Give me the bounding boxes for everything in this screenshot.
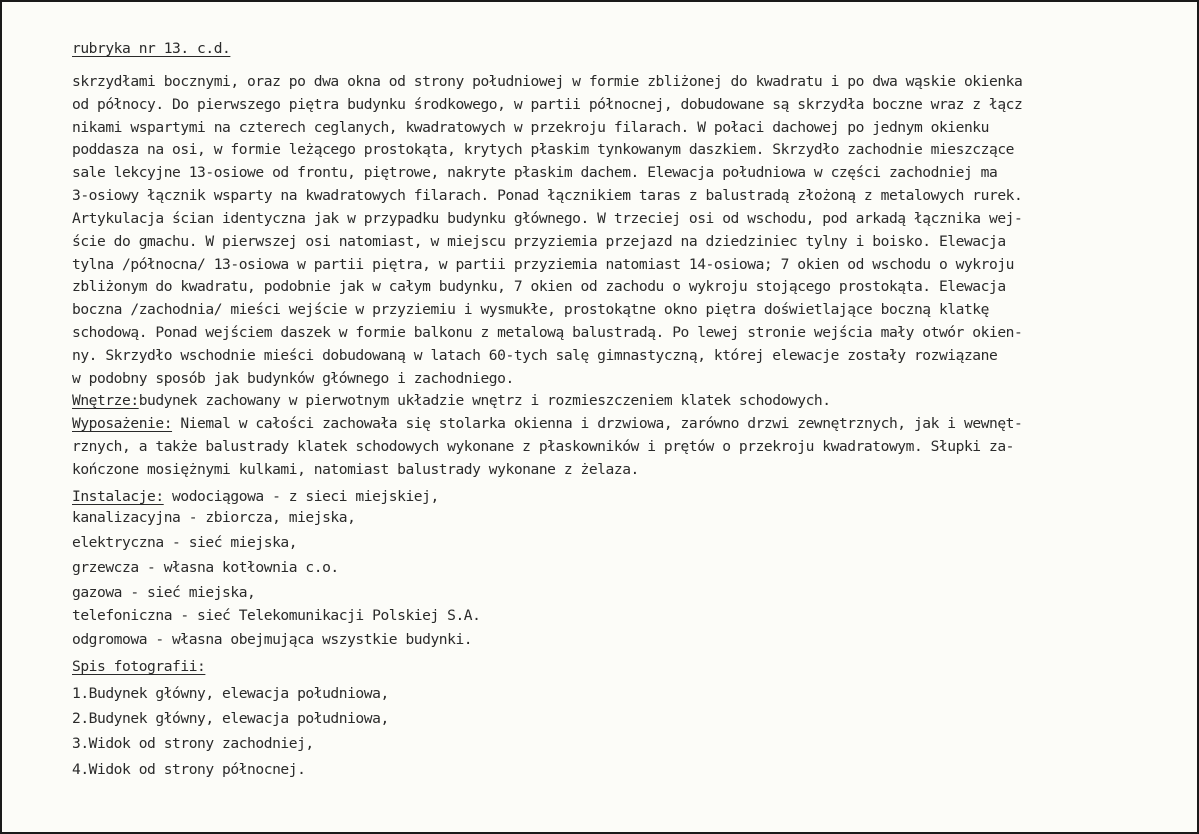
wyposazenie-text: Niemal w całości zachowała się stolarka okienna i drzwiowa, zarówno drzwi zewnętrznych, jak i wewnęt- [172, 415, 1023, 432]
instalacje-item: gazowa - sieć miejska, [72, 584, 256, 601]
wyposazenie-line [72, 415, 1022, 433]
instalacje-item: kanalizacyjna - zbiorcza, miejska, [72, 509, 356, 526]
instalacje-item: odgromowa - własna obejmująca wszystkie budynki. [72, 631, 473, 648]
section-header: rubryka nr 13. c.d. [72, 40, 231, 57]
paragraph-line: od północy. Do pierwszego piętra budynku środkowego, w partii północnej, dobudowane są skrzydła boczne wraz z łącz [72, 96, 1023, 113]
photo-list-item: 3.Widok od strony zachodniej, [72, 735, 314, 752]
instalacje-first: wodociągowa - z sieci miejskiej, [163, 488, 439, 505]
instalacje-item: grzewcza - własna kotłownia c.o. [72, 559, 339, 576]
instalacje-line [72, 488, 439, 506]
photo-list-item: 2.Budynek główny, elewacja południowa, [72, 710, 389, 727]
paragraph-line: sale lekcyjne 13-osiowe od frontu, piętrowe, nakryte płaskim dachem. Elewacja południowa w części zachodniej ma [72, 164, 998, 181]
instalacje-label: Instalacje: [72, 488, 164, 505]
paragraph-line: poddasza na osi, w formie leżącego prostokąta, krytych płaskim tynkowanym daszkiem. Skrzydło zachodnie mieszczące [72, 141, 1014, 158]
paragraph-line: schodową. Ponad wejściem daszek w formie balkonu z metalową balustradą. Po lewej stronie wejścia mały otwór okien- [72, 324, 1023, 341]
paragraph-line: 3-osiowy łącznik wsparty na kwadratowych filarach. Ponad łącznikiem taras z balustradą złożoną z metalowych rurek. [72, 187, 1023, 204]
wnetrze-label: Wnętrze: [72, 392, 139, 409]
paragraph-line: zbliżonym do kwadratu, podobnie jak w całym budynku, 7 okien od zachodu o wykroju stojącego prostokąta. Elewacja [72, 278, 1006, 295]
instalacje-item: elektryczna - sieć miejska, [72, 534, 298, 551]
instalacje-item: telefoniczna - sieć Telekomunikacji Polskiej S.A. [72, 607, 481, 624]
paragraph-line: ny. Skrzydło wschodnie mieści dobudowaną w latach 60-tych salę gimnastyczną, której elewacje zostały rozwiązane [72, 347, 998, 364]
paragraph-line: nikami wspartymi na czterech ceglanych, kwadratowych w przekroju filarach. W połaci dachowej po jednym okienku [72, 119, 989, 136]
wnetrze-text: budynek zachowany w pierwotnym układzie wnętrz i rozmieszczeniem klatek schodowych. [138, 392, 831, 409]
paragraph-line: boczna /zachodnia/ mieści wejście w przyziemiu i wysmukłe, prostokątne okno piętra doświetlające boczną klatkę [72, 301, 989, 318]
wyposazenie-line: kończone mosiężnymi kulkami, natomiast balustrady wykonane z żelaza. [72, 461, 639, 478]
paragraph-line: ście do gmachu. W pierwszej osi natomiast, w miejscu przyziemia przejazd na dziedziniec tylny i boisko. Elewacja [72, 233, 1006, 250]
wyposazenie-label: Wyposażenie: [72, 415, 173, 432]
photo-list-item: 1.Budynek główny, elewacja południowa, [72, 685, 389, 702]
paragraph-line: Artykulacja ścian identyczna jak w przypadku budynku głównego. W trzeciej osi od wschodu, pod arkadą łącznika wej- [72, 210, 1023, 227]
spis-fotografii-label: Spis fotografii: [72, 658, 206, 675]
paragraph-line: tylna /północna/ 13-osiowa w partii piętra, w partii przyziemia natomiast 14-osiowa; 7 okien od wschodu o wykroju [72, 256, 1014, 273]
paragraph-line: skrzydłami bocznymi, oraz po dwa okna od strony południowej w formie zbliżonej do kwadratu i po dwa wąskie okienka [72, 73, 1023, 90]
paragraph-line: w podobny sposób jak budynków głównego i zachodniego. [72, 370, 514, 387]
photo-list-item: 4.Widok od strony północnej. [72, 761, 306, 778]
wnetrze-line [72, 392, 831, 410]
wyposazenie-line: rznych, a także balustrady klatek schodowych wykonane z płaskowników i prętów o przekroju kwadratowym. Słupki za- [72, 438, 1014, 455]
